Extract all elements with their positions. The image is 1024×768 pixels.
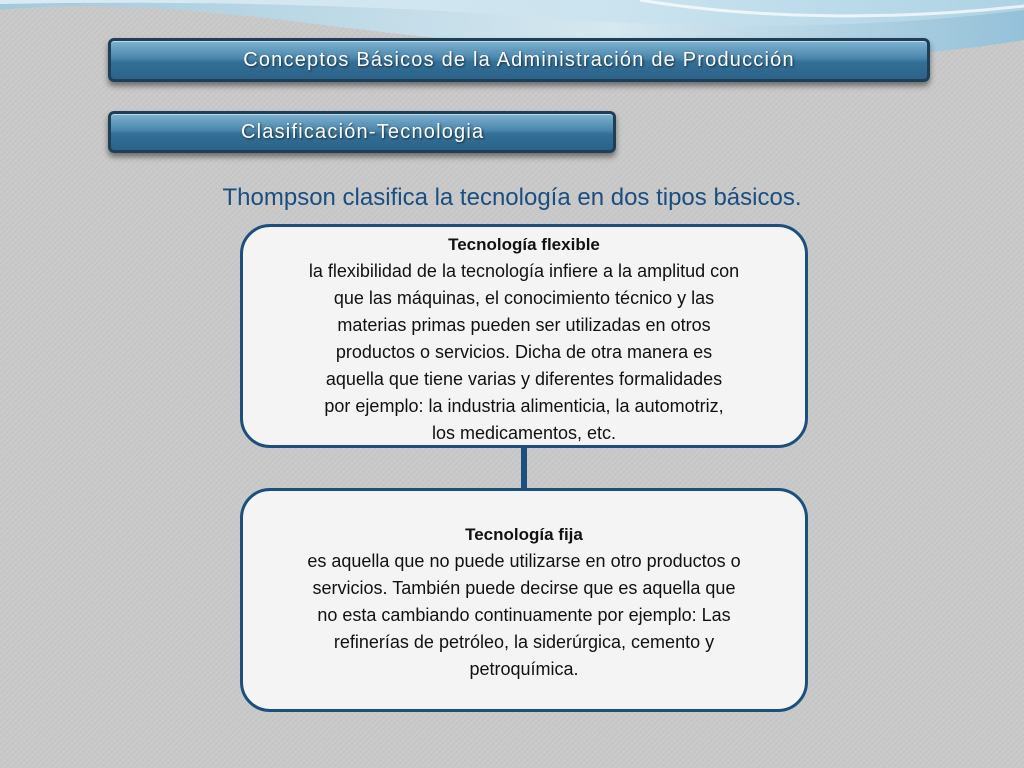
box-text-line: la flexibilidad de la tecnología infiere a la amplitud con [308,261,740,281]
box-text-line: productos o servicios. Dicha de otra manera es [335,342,713,362]
fixed-technology-box [240,488,808,712]
box-text-line: refinerías de petróleo, la siderúrgica, cemento y [333,632,715,652]
box-text-line: que las máquinas, el conocimiento técnico y las [333,288,715,308]
box-text-line: servicios. También puede decirse que es aquella que [312,578,736,598]
box-text-line: no esta cambiando continuamente por ejemplo: Las [317,605,731,625]
box-text-line: materias primas pueden ser utilizadas en otros [337,315,711,335]
box-text-line: es aquella que no puede utilizarse en otro productos o [307,551,741,571]
intro-text: Thompson clasifica la tecnología en dos tipos básicos. [222,184,802,211]
box-text-line: por ejemplo: la industria alimenticia, la automotriz, [324,396,724,416]
page-subtitle: Clasificación-Tecnologia [241,120,485,143]
title-banner [108,38,930,82]
flexible-technology-box [240,224,808,448]
box-title: Tecnología fija [465,525,583,544]
subtitle-banner [108,111,616,153]
box-text-line: los medicamentos, etc. [431,423,617,443]
connector-line [521,446,527,490]
box-title: Tecnología flexible [448,235,600,254]
box-text-line: aquella que tiene varias y diferentes formalidades [325,369,723,389]
page-title: Conceptos Básicos de la Administración de Producción [243,48,795,71]
box-text-line: petroquímica. [469,659,579,679]
